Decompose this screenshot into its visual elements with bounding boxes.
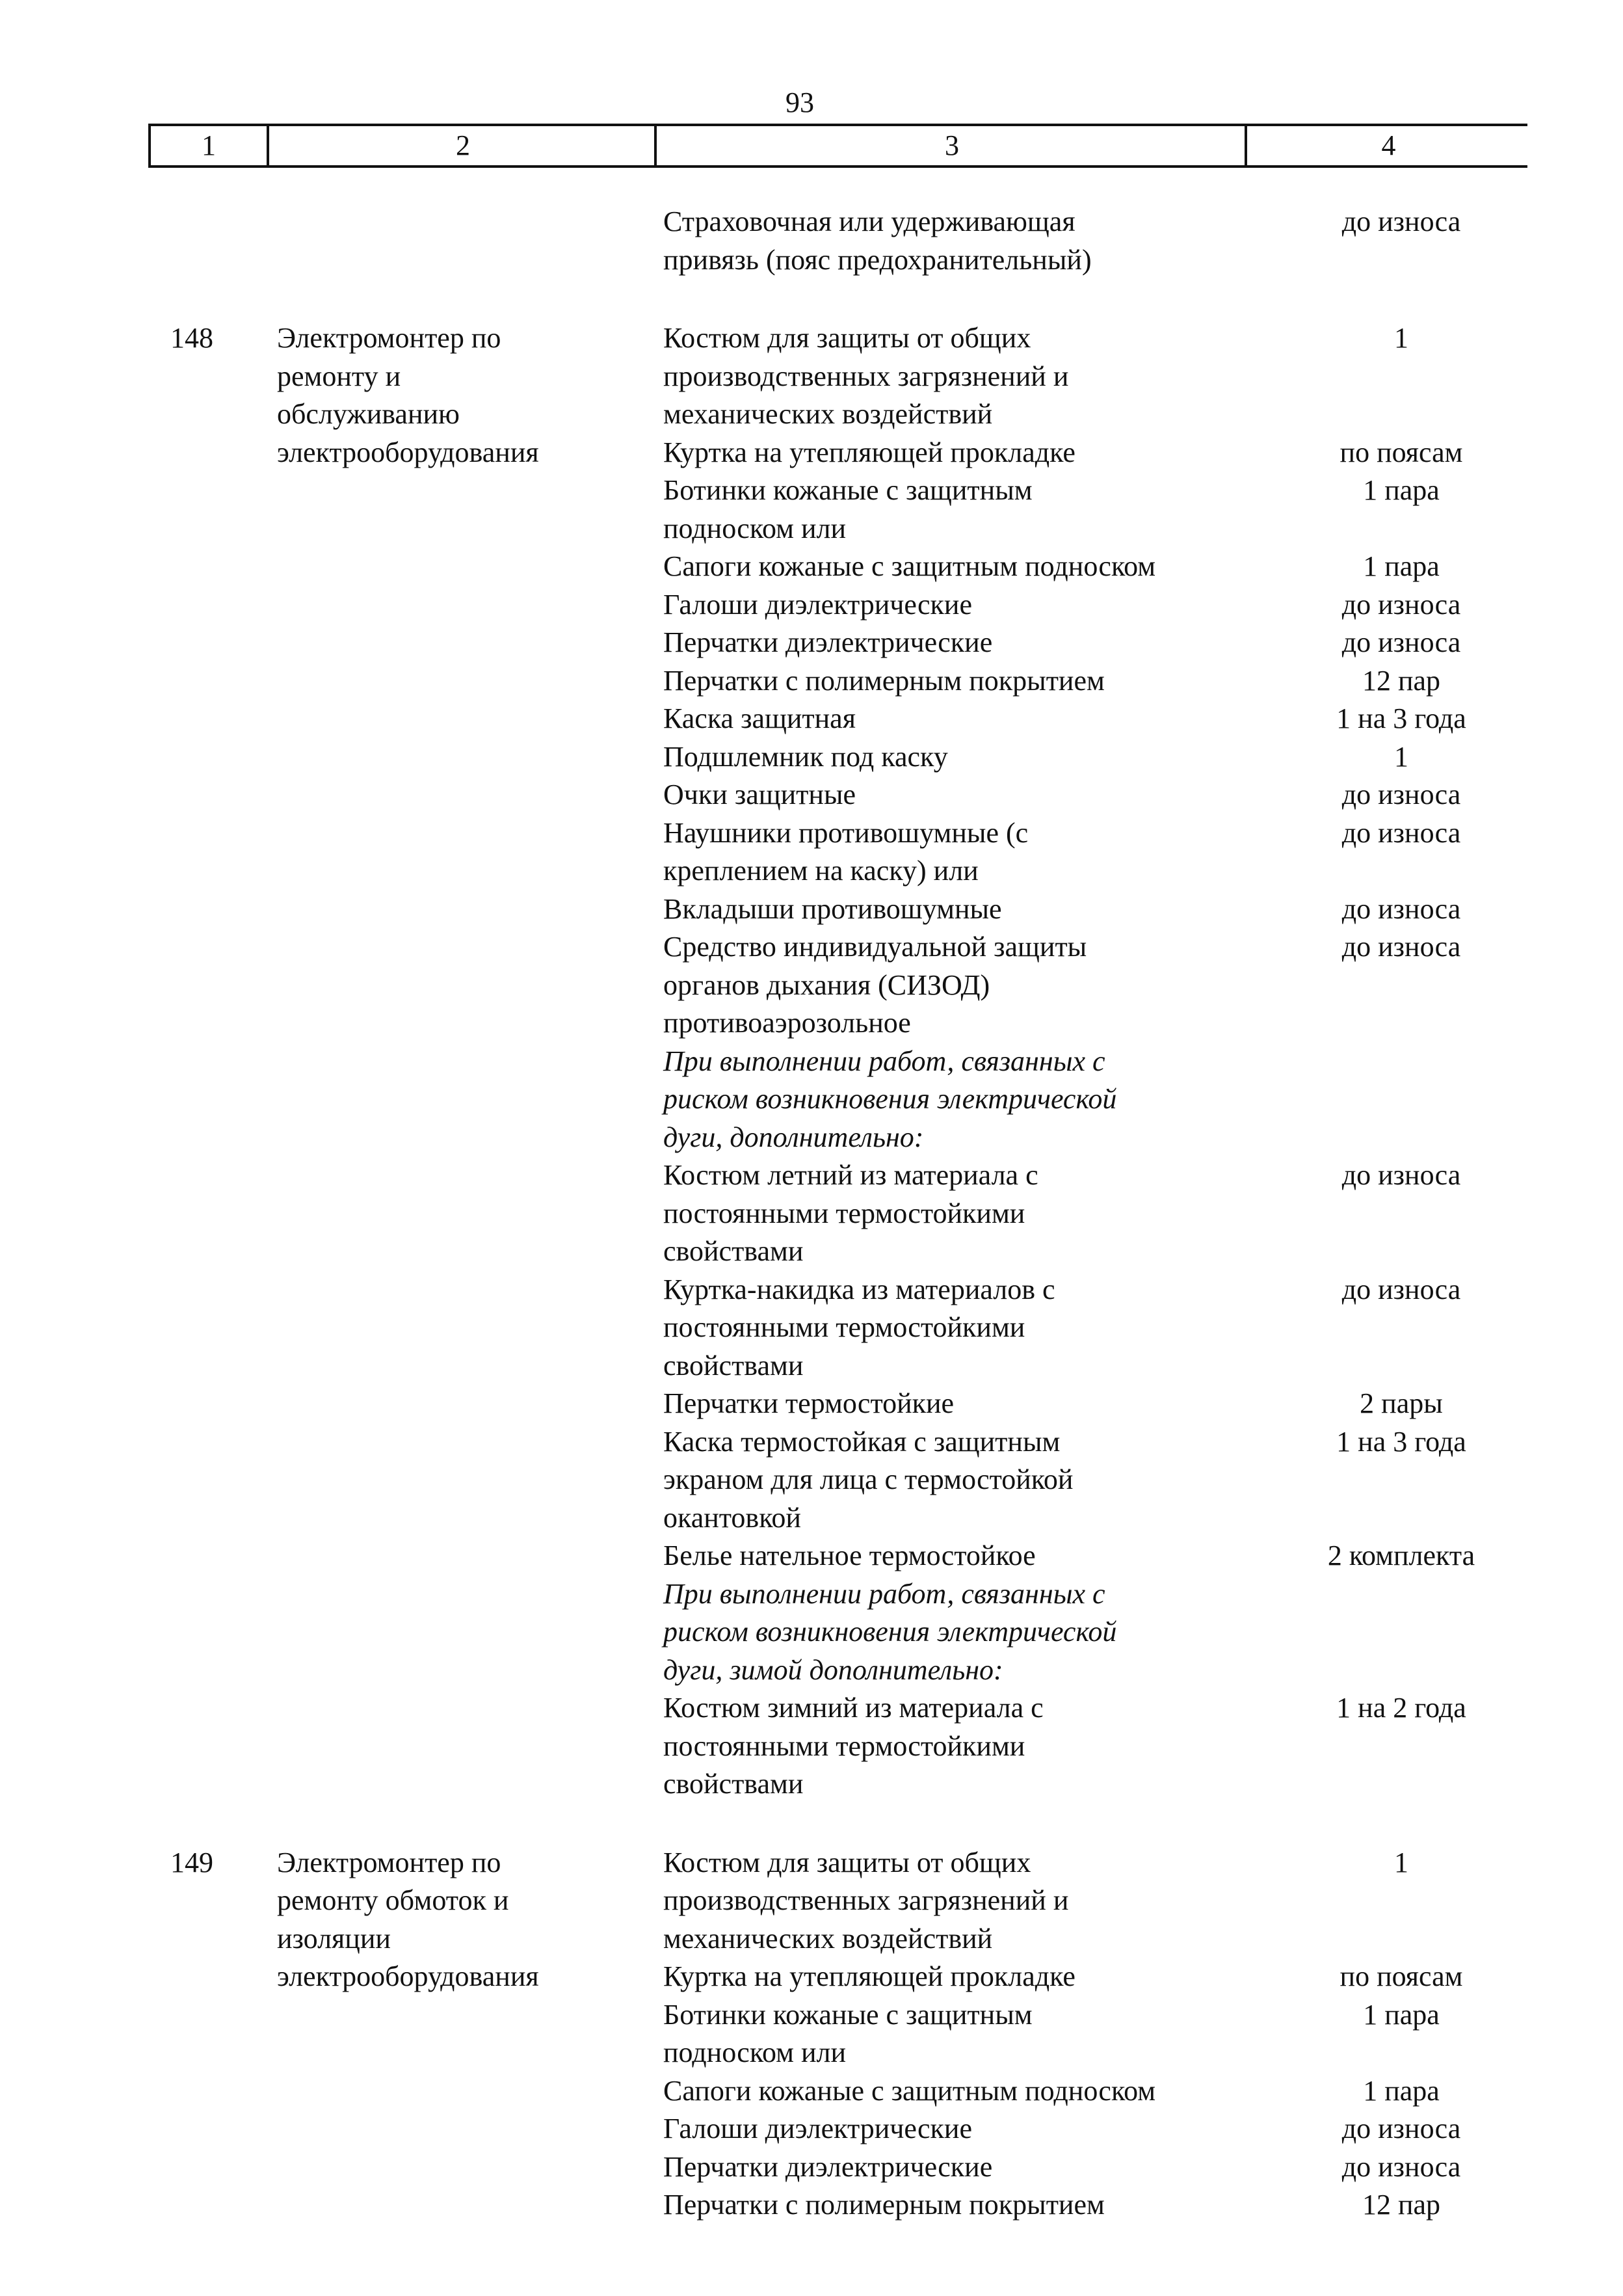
profession-title-line: изоляции [277,1922,391,1955]
item-name-line: Галоши диэлектрические [663,2113,972,2144]
item-quantity: 12 пар [1362,664,1441,697]
item-name [663,472,1248,548]
profession-title-line: Электромонтер по [277,1846,501,1878]
item-quantity: до износа [1341,816,1461,849]
item-name-line: Белье нательное термостойкое [663,1540,1036,1571]
item-name-line: Куртка-накидка из материалов с [663,1273,1055,1305]
condition-note-line: При выполнении работ, связанных с [663,1045,1105,1077]
item-name [663,1385,1248,1423]
item-name [663,890,1248,929]
item-quantity: 1 [1394,322,1408,354]
item-name-line: постоянными термостойкими [663,1311,1025,1343]
profession-title [277,1844,667,1996]
profession-title-line: электрооборудования [277,436,539,468]
item-name [663,814,1248,890]
item-name-line: Очки защитные [663,779,856,810]
item-name [663,203,1248,279]
item-name-line: механических воздействий [663,398,993,430]
item-name-line: Наушники противошумные (с [663,816,1029,849]
profession-title [277,319,667,472]
item-name [663,2148,1248,2187]
item-quantity: 1 [1394,740,1408,773]
condition-note [663,1575,1248,1690]
item-name-line: механических воздействий [663,1922,993,1955]
item-name [663,1844,1248,1958]
item-quantity: до износа [1341,2150,1461,2183]
item-name-line: экраном для лица с термостойкой [663,1463,1074,1495]
item-name [663,1271,1248,1385]
item-quantity: до износа [1341,626,1461,658]
item-name [663,662,1248,701]
item-name-line: органов дыхания (СИЗОД) [663,968,990,1001]
condition-note-line: риском возникновения электрической [663,1083,1117,1115]
item-quantity: 1 на 3 года [1336,702,1466,734]
item-name-line: Средство индивидуальной защиты [663,931,1087,963]
item-name [663,1958,1248,1996]
item-name-line: Перчатки с полимерным покрытием [663,664,1105,697]
item-name-line: привязь (пояс предохранительный) [663,243,1092,276]
item-name-line: производственных загрязнений и [663,360,1069,392]
item-name-line: Перчатки термостойкие [663,1387,955,1419]
item-quantity: до износа [1341,2113,1461,2144]
item-name [663,1537,1248,1575]
item-name [663,738,1248,777]
item-name-line: Перчатки диэлектрические [663,2150,993,2183]
item-name [663,928,1248,1043]
row-number: 148 [170,322,213,354]
item-name [663,624,1248,662]
item-quantity: 1 на 2 года [1336,1692,1466,1724]
condition-note-line: дуги, зимой дополнительно: [663,1653,1003,1686]
item-quantity: 1 пара [1363,550,1440,582]
item-name-line: подноском или [663,512,847,544]
item-name-line: Перчатки диэлектрические [663,626,993,658]
item-quantity: до износа [1341,892,1461,925]
item-name-line: Костюм зимний из материала с [663,1692,1044,1724]
item-name-line: Куртка на утепляющей прокладке [663,436,1075,468]
item-name-line: креплением на каску) или [663,855,979,887]
item-quantity: 1 пара [1363,2074,1440,2107]
profession-title-line: электрооборудования [277,1960,539,1992]
item-quantity: до износа [1341,931,1461,963]
profession-title-line: ремонту обмоток и [277,1884,509,1916]
item-name-line: постоянными термостойкими [663,1197,1025,1229]
item-name [663,2186,1248,2224]
item-quantity: 1 пара [1363,1998,1440,2031]
item-name-line: противоаэрозольное [663,1007,911,1039]
profession-title-line: Электромонтер по [277,322,501,354]
item-name [663,700,1248,738]
item-name-line: Куртка на утепляющей прокладке [663,1960,1075,1992]
item-name-line: Вкладыши противошумные [663,892,1002,925]
item-name-line: Сапоги кожаные с защитным подноском [663,550,1156,582]
condition-note-line: дуги, дополнительно: [663,1121,924,1153]
item-name [663,1996,1248,2072]
item-name [663,1689,1248,1804]
item-name-line: Костюм для защиты от общих [663,1846,1031,1878]
page-number: 93 [785,87,814,118]
item-quantity: до износа [1341,1273,1461,1305]
item-name-line: Каска термостойкая с защитным [663,1425,1061,1458]
item-name [663,586,1248,624]
item-quantity: 1 [1394,1846,1408,1878]
item-quantity: 2 пары [1360,1387,1443,1419]
item-quantity: 1 пара [1363,474,1440,506]
item-name-line: Страховочная или удерживающая [663,206,1075,237]
item-name-line: постоянными термостойкими [663,1729,1025,1762]
item-name-line: производственных загрязнений и [663,1884,1069,1916]
item-name-line: свойствами [663,1768,804,1800]
header-col-4: 4 [1245,126,1530,165]
item-name-line: подноском или [663,2036,847,2068]
item-quantity: до износа [1341,1159,1461,1191]
item-quantity: 2 комплекта [1327,1540,1475,1571]
condition-note [663,1043,1248,1157]
item-name [663,2110,1248,2148]
item-quantity: 1 на 3 года [1336,1425,1466,1458]
item-name-line: Сапоги кожаные с защитным подноском [663,2074,1156,2107]
item-quantity: 12 пар [1362,2189,1441,2221]
item-quantity: до износа [1341,779,1461,810]
header-col-2: 2 [267,126,657,165]
item-name-line: Подшлемник под каску [663,740,948,773]
row-number: 149 [170,1846,213,1878]
condition-note-line: риском возникновения электрической [663,1616,1117,1648]
item-quantity: до износа [1341,206,1461,237]
item-quantity: до износа [1341,588,1461,621]
item-name [663,434,1248,472]
header-col-3: 3 [654,126,1247,165]
item-name [663,1156,1248,1271]
item-name-line: свойствами [663,1349,804,1382]
profession-title-line: ремонту и [277,360,401,392]
item-name-line: Костюм летний из материала с [663,1159,1038,1191]
item-name-line: свойствами [663,1235,804,1267]
item-name-line: Перчатки с полимерным покрытием [663,2189,1105,2221]
item-name-line: Галоши диэлектрические [663,588,972,621]
item-name [663,1423,1248,1538]
condition-note-line: При выполнении работ, связанных с [663,1577,1105,1610]
item-name-line: Каска защитная [663,702,856,734]
item-quantity: по поясам [1339,436,1463,468]
profession-title-line: обслуживанию [277,398,460,430]
item-name-line: Ботинки кожаные с защитным [663,1998,1033,2031]
item-name-line: Костюм для защиты от общих [663,322,1031,354]
item-name [663,776,1248,814]
item-name-line: Ботинки кожаные с защитным [663,474,1033,506]
item-quantity: по поясам [1339,1960,1463,1992]
header-col-1: 1 [202,129,216,161]
table-header [148,124,1527,168]
item-name [663,2072,1248,2111]
item-name [663,548,1248,586]
item-name [663,319,1248,434]
item-name-line: окантовкой [663,1501,801,1534]
